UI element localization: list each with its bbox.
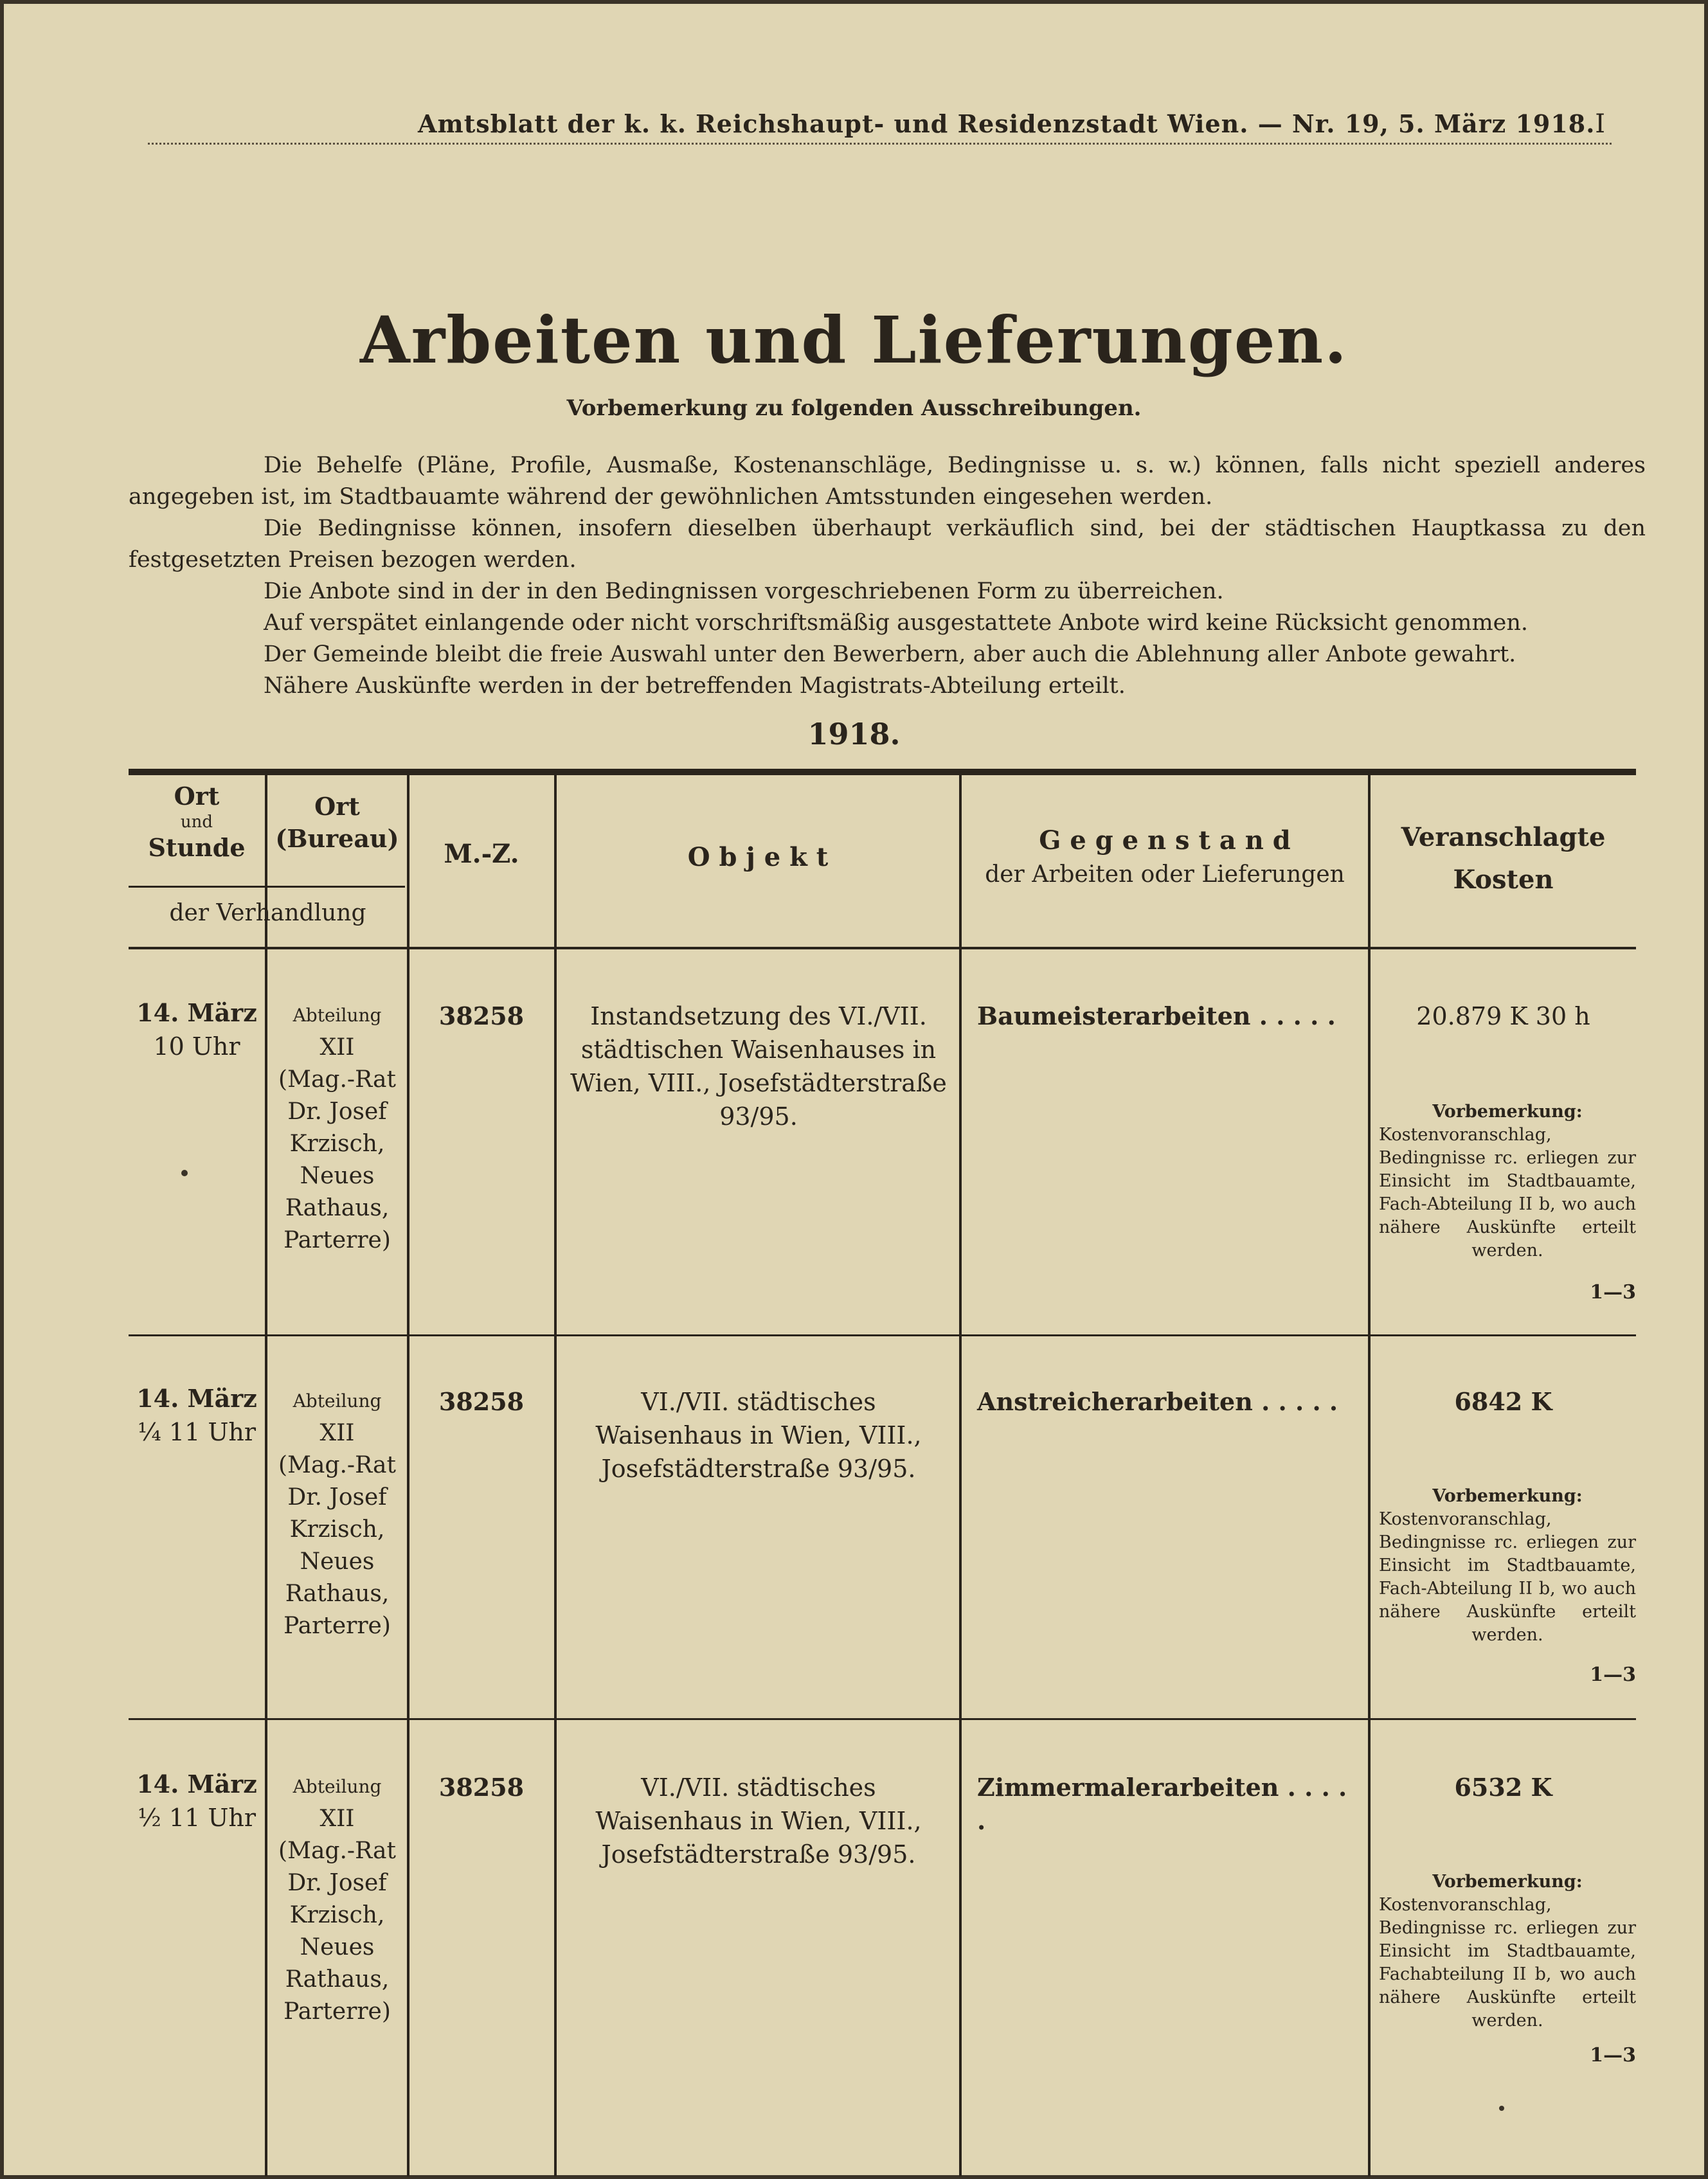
table-row-reference: 1—3 — [1590, 1281, 1636, 1304]
page-number: I — [1595, 109, 1605, 139]
table-row-mz: 38258 — [438, 1773, 525, 1802]
verhandlung-date: 14. März — [136, 1384, 257, 1413]
verhandlung-time: ¼ 11 Uhr — [137, 1418, 256, 1446]
header-ort-bureau — [267, 791, 407, 855]
bureau-line: Krzisch, — [289, 1516, 385, 1543]
table-row-gegenstand: Baumeisterarbeiten . . . . . — [977, 1001, 1336, 1030]
header-label: (Bureau) — [275, 824, 399, 853]
table-row-bureau — [267, 1385, 407, 1642]
table-row-gegenstand: Anstreicherarbeiten . . . . . — [977, 1387, 1338, 1416]
bureau-line: XII — [319, 1034, 355, 1061]
intro-paragraph: Die Bedingnisse können, insofern dieselben überhaupt verkäuflich sind, bei der städtischen Hauptkassa zu den festgesetzten Preisen bezogen werden. — [129, 516, 1646, 573]
verhandlung-date: 14. März — [136, 1770, 257, 1798]
header-label: Ort — [314, 792, 360, 821]
intro-paragraph: Auf verspätet einlangende oder nicht vorschriftsmäßig ausgestattete Anbote wird keine Rücksicht genommen. — [264, 610, 1529, 636]
table-row-date — [129, 1382, 265, 1449]
header-label: G e g e n s t a n d — [1039, 825, 1291, 856]
bureau-line: Abteilung — [292, 1776, 382, 1797]
bureau-line: Parterre) — [283, 1227, 391, 1253]
column-divider — [959, 775, 962, 2176]
table-row-kosten — [1371, 1385, 1636, 1419]
header-label: der Arbeiten oder Lieferungen — [985, 861, 1345, 888]
year-heading: 1918. — [807, 717, 901, 751]
note-heading: Vorbemerkung: — [1432, 1486, 1583, 1506]
column-divider — [407, 775, 409, 2176]
header-kosten — [1371, 816, 1636, 901]
bureau-line: Rathaus, — [285, 1966, 390, 1993]
verhandlung-time: ½ 11 Uhr — [137, 1804, 256, 1832]
verhandlung-time: 10 Uhr — [153, 1032, 240, 1061]
note-body: Kostenvoranschlag, Bedingnisse rc. erliegen zur Einsicht im Stadtbauamte, Fachabteilung II b, wo auch nähere Auskünfte erteilt werden. — [1379, 1895, 1636, 2031]
row-divider — [129, 1334, 1636, 1336]
verhandlung-date: 14. März — [136, 998, 257, 1027]
bureau-line: Dr. Josef — [287, 1098, 387, 1125]
kosten-value: 6842 K — [1454, 1387, 1552, 1416]
table-row-note — [1379, 1485, 1636, 1647]
bureau-line: Parterre) — [283, 1613, 391, 1639]
header-gegenstand — [962, 823, 1368, 891]
table-row-note — [1379, 1100, 1636, 1262]
subtitle: Vorbemerkung zu folgenden Ausschreibungen. — [566, 395, 1142, 421]
note-body: Kostenvoranschlag, Bedingnisse rc. erliegen zur Einsicht im Stadtbauamte, Fach-Abteilung II b, wo auch nähere Auskünfte erteilt werden. — [1379, 1509, 1636, 1645]
intro-paragraph: Die Behelfe (Pläne, Profile, Ausmaße, Kostenanschläge, Bedingnisse u. s. w.) können, falls nicht speziell anderes angegeben ist, im Stadtbauamte während der gewöhnlichen Amtsstunden eingesehen werden. — [129, 453, 1646, 510]
table-row-objekt: Instandsetzung des VI./VII. städtischen Waisenhauses in Wien, VIII., Josefstädterstraße 93/95. — [570, 1002, 947, 1131]
bureau-line: XII — [319, 1420, 355, 1446]
bureau-line: (Mag.-Rat — [278, 1452, 396, 1478]
header-subrule — [129, 886, 405, 888]
column-divider — [554, 775, 557, 2176]
table-row-kosten — [1371, 1771, 1636, 1804]
header-label: Ort — [174, 782, 220, 811]
table-row-note — [1379, 1870, 1636, 2032]
note-heading: Vorbemerkung: — [1432, 1872, 1583, 1892]
note-heading: Vorbemerkung: — [1432, 1102, 1583, 1122]
bureau-line: Neues — [300, 1548, 375, 1575]
running-head — [148, 103, 1631, 148]
table-row-reference: 1—3 — [1590, 2044, 1636, 2067]
table-row-bureau — [267, 1771, 407, 2028]
table-header-rule — [129, 947, 1636, 949]
table-row-date — [129, 1768, 265, 1834]
bureau-line: Krzisch, — [289, 1131, 385, 1157]
table-row-objekt: VI./VII. städtisches Waisenhaus in Wien, VIII., Josefstädterstraße 93/95. — [595, 1388, 922, 1483]
ink-spot — [1499, 2106, 1504, 2111]
table-row-objekt: VI./VII. städtisches Waisenhaus in Wien, VIII., Josefstädterstraße 93/95. — [595, 1773, 922, 1869]
intro-paragraph: Der Gemeinde bleibt die freie Auswahl unter den Bewerbern, aber auch die Ablehnung aller Anbote gewahrt. — [264, 641, 1516, 667]
bureau-line: Rathaus, — [285, 1581, 390, 1607]
page-title: Arbeiten und Lieferungen. — [359, 302, 1348, 378]
ink-spot — [181, 1170, 188, 1176]
bureau-line: (Mag.-Rat — [278, 1066, 396, 1093]
intro-paragraph: Nähere Auskünfte werden in der betreffenden Magistrats-Abteilung erteilt. — [264, 673, 1126, 699]
bureau-line: XII — [319, 1806, 355, 1832]
bureau-line: Neues — [300, 1934, 375, 1960]
table-row-bureau — [267, 1000, 407, 1257]
header-label: Stunde — [148, 833, 246, 862]
table-row-date — [129, 996, 265, 1063]
header-label: Veranschlagte — [1401, 822, 1606, 852]
intro-text — [129, 450, 1646, 702]
table-row-gegenstand: Zimmermalerarbeiten . . . . . — [977, 1773, 1347, 1835]
kosten-value: 20.879 K 30 h — [1416, 1002, 1590, 1030]
table-row-mz: 38258 — [438, 1001, 525, 1030]
bureau-line: Parterre) — [283, 1998, 391, 2025]
header-ort-stunde — [129, 781, 265, 863]
table-top-rule — [129, 769, 1636, 775]
header-rule — [148, 143, 1612, 145]
bureau-line: Abteilung — [292, 1390, 382, 1412]
intro-paragraph: Die Anbote sind in der in den Bedingnissen vorgeschriebenen Form zu überreichen. — [264, 578, 1224, 604]
table-row-mz: 38258 — [438, 1387, 525, 1416]
header-label: und — [180, 812, 213, 832]
bureau-line: Krzisch, — [289, 1902, 385, 1928]
column-divider — [1368, 775, 1371, 2176]
bureau-line: Dr. Josef — [287, 1870, 387, 1896]
bureau-line: Neues — [300, 1163, 375, 1189]
table-row-reference: 1—3 — [1590, 1663, 1636, 1686]
kosten-value: 6532 K — [1454, 1773, 1552, 1802]
header-objekt: O b j e k t — [687, 842, 829, 872]
running-head-text: Amtsblatt der k. k. Reichshaupt- und Residenzstadt Wien. — Nr. 19, 5. März 1918. — [418, 109, 1596, 138]
header-mz: M.-Z. — [444, 839, 519, 869]
row-divider — [129, 1718, 1636, 1720]
bureau-line: Abteilung — [292, 1005, 382, 1026]
bureau-line: (Mag.-Rat — [278, 1838, 396, 1864]
table-row-kosten — [1371, 1000, 1636, 1033]
header-verhandlung: der Verhandlung — [169, 900, 366, 926]
note-body: Kostenvoranschlag, Bedingnisse rc. erliegen zur Einsicht im Stadtbauamte, Fach-Abteilung II b, wo auch nähere Auskünfte erteilt werden. — [1379, 1125, 1636, 1260]
bureau-line: Rathaus, — [285, 1195, 390, 1221]
header-label: Kosten — [1453, 865, 1554, 895]
bureau-line: Dr. Josef — [287, 1484, 387, 1511]
